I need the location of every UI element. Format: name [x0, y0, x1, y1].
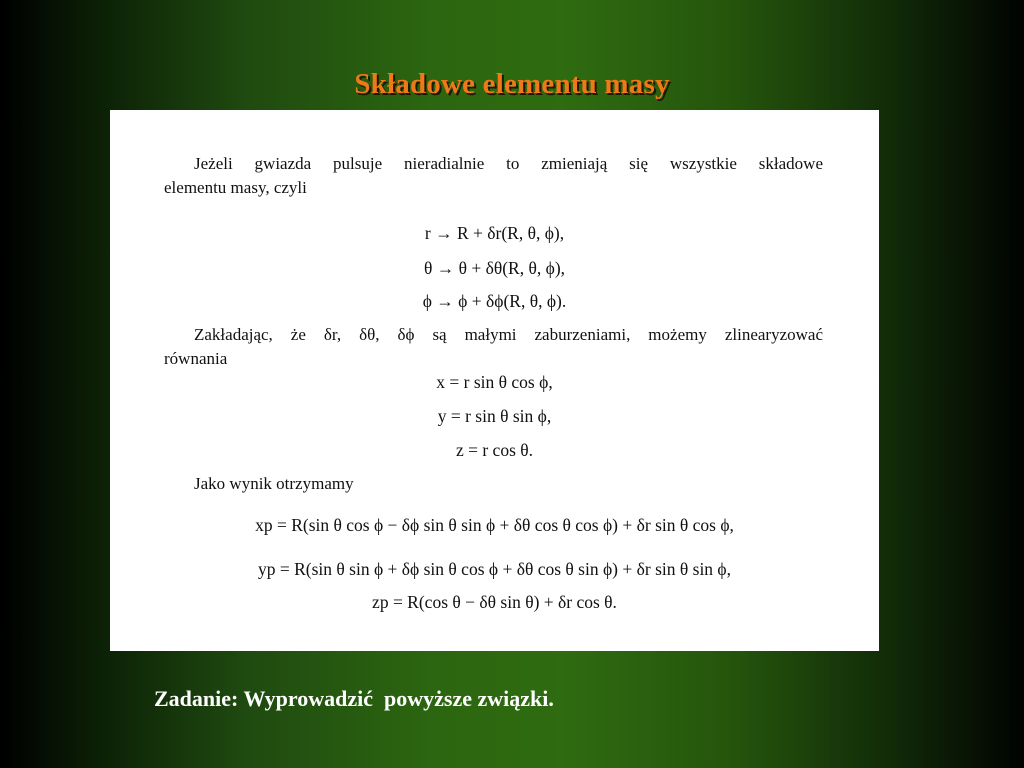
- equation-phi: ϕ → ϕ + δϕ(R, θ, ϕ).: [422, 291, 567, 311]
- intro-line-1: Jeżeli gwiazda pulsuje nieradialnie to zmieniają się wszystkie składowe: [194, 154, 823, 173]
- equation-x: x = r sin θ cos ϕ,: [436, 372, 553, 392]
- equation-theta: θ → θ + δθ(R, θ, ϕ),: [423, 258, 566, 278]
- equation-yp: yp = R(sin θ sin ϕ + δϕ sin θ cos ϕ + δθ cos θ sin ϕ) + δr sin θ sin ϕ,: [257, 559, 732, 579]
- equation-zp: zp = R(cos θ − δθ sin θ) + δr cos θ.: [372, 592, 617, 612]
- result-intro: Jako wynik otrzymamy: [194, 474, 354, 493]
- slide-title: Składowe elementu masy: [354, 68, 670, 100]
- equation-r: r → R + δr(R, θ, ϕ),: [424, 223, 565, 243]
- assumption-line-2: równania: [164, 349, 228, 368]
- equation-xp: xp = R(sin θ cos ϕ − δϕ sin θ sin ϕ + δθ cos θ cos ϕ) + δr sin θ cos ϕ,: [255, 515, 734, 535]
- task-text: Zadanie: Wyprowadzić powyższe związki.: [154, 686, 554, 711]
- assumption-line-1: Zakładając, że δr, δθ, δϕ są małymi zaburzeniami, możemy zlinearyzować: [194, 325, 823, 344]
- equation-z: z = r cos θ.: [455, 440, 534, 460]
- intro-line-2: elementu masy, czyli: [164, 178, 307, 197]
- formula-panel: [110, 110, 879, 651]
- equation-y: y = r sin θ sin ϕ,: [437, 406, 552, 426]
